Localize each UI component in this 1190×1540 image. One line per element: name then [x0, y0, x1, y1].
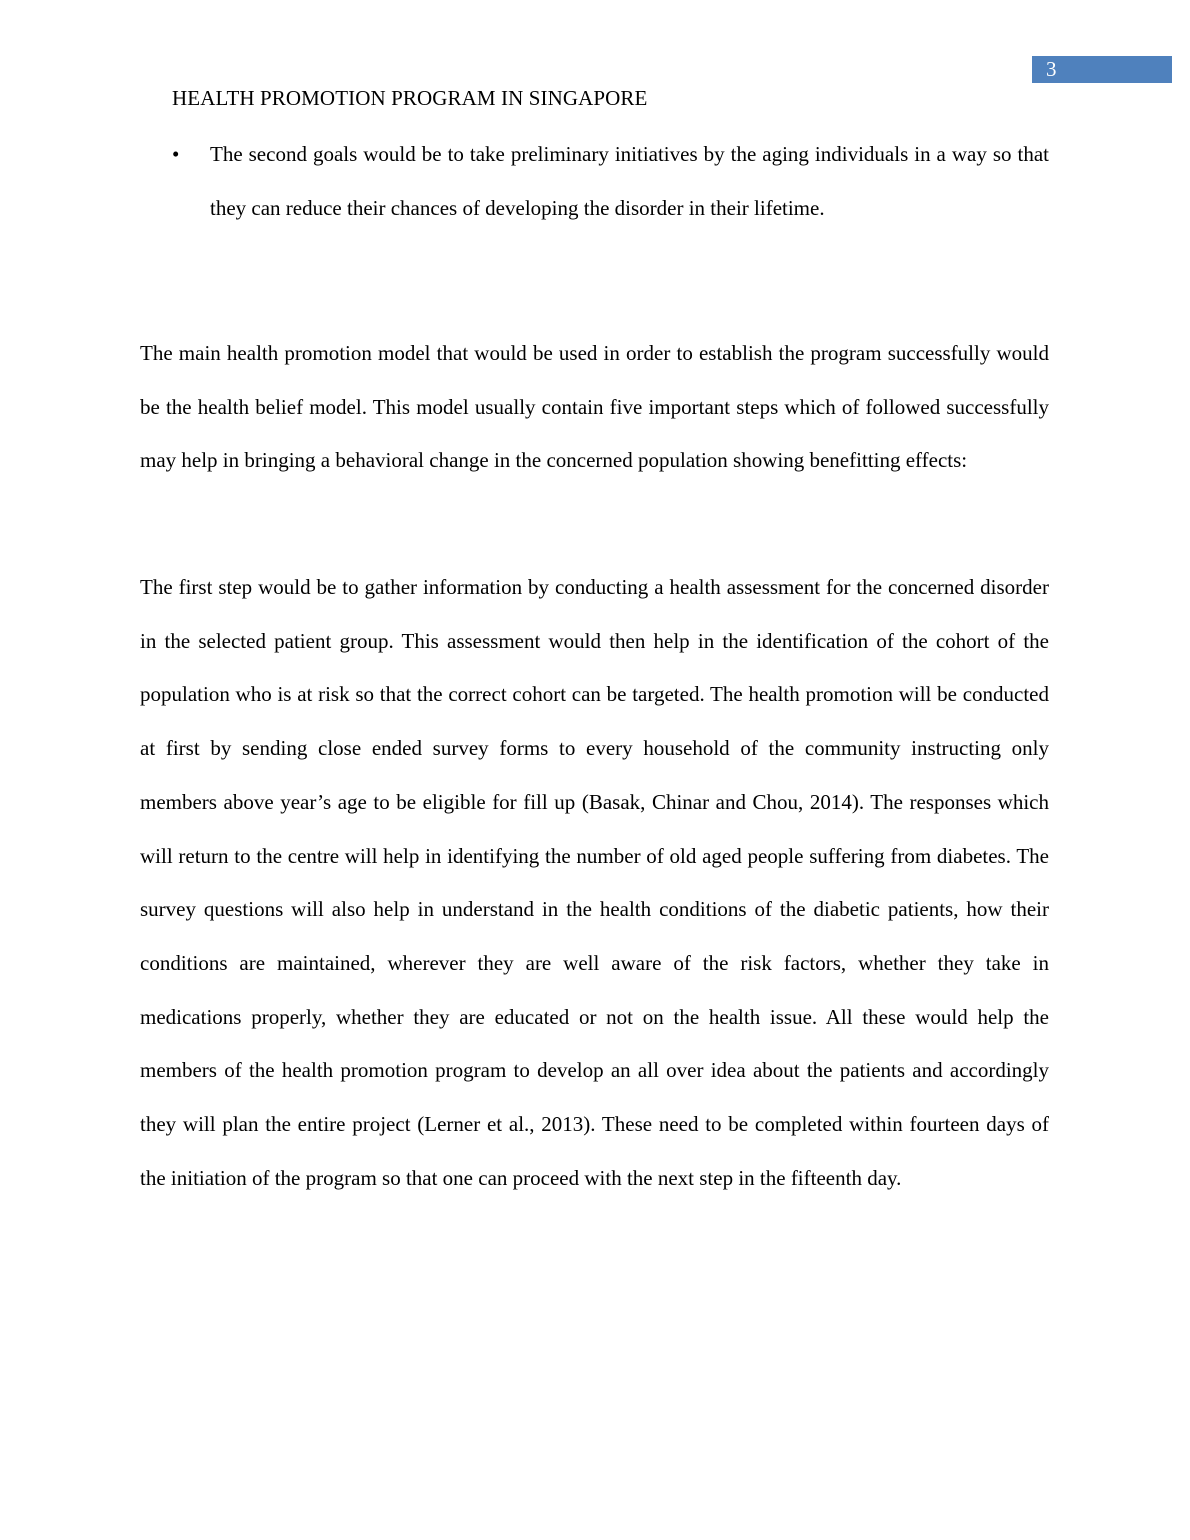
body-paragraph-first-step: The first step would be to gather information by conducting a health assessment for the concerned disorder in the selected patient group. This assessment would then help in the identification of the cohort of the population who is at risk so that the correct cohort can be targeted. The health promotion will be conducted at first by sending close ended survey forms to every household of the community instructing only members above year’s age to be eligible for fill up (Basak, Chinar and Chou, 2014). The responses which will return to the centre will help in identifying the number of old aged people suffering from diabetes. The survey questions will also help in understand in the health conditions of the diabetic patients, how their conditions are maintained, wherever they are well aware of the risk factors, whether they take in medications properly, whether they are educated or not on the health issue. All these would help the members of the health promotion program to develop an all over idea about the patients and accordingly they will plan the entire project (Lerner et al., 2013). These need to be completed within fourteen days of the initiation of the program so that one can proceed with the next step in the fifteenth day.: [140, 575, 1049, 1190]
bullet-text: The second goals would be to take preliminary initiatives by the aging individuals in a way so that they can reduce their chances of developing the disorder in their lifetime.: [210, 142, 1049, 220]
bullet-icon: •: [172, 142, 180, 166]
page-number-badge: [1032, 56, 1172, 83]
running-header-title: HEALTH PROMOTION PROGRAM IN SINGAPORE: [172, 86, 648, 110]
body-paragraph-model: The main health promotion model that would be used in order to establish the program successfully would be the health belief model. This model usually contain five important steps which of followed successfully may help in bringing a behavioral change in the concerned population showing benefitting effects:: [140, 341, 1049, 473]
page-number: 3: [1046, 57, 1057, 81]
